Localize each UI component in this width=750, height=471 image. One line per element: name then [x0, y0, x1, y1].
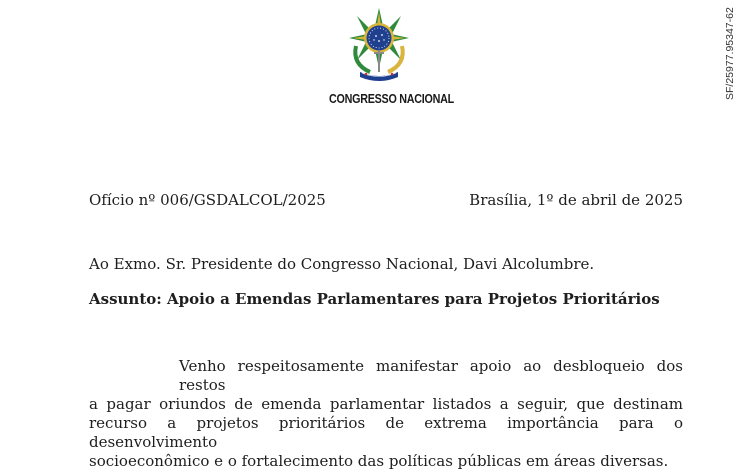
body-line: Venho respeitosamente manifestar apoio ao desbloqueio dos restos [179, 357, 683, 394]
letter-body [89, 357, 683, 471]
side-code-stamp [724, 0, 744, 100]
office-number: Ofício nº 006/GSDALCOL/2025 [89, 191, 326, 209]
body-line: a pagar oriundos de emenda parlamentar listados a seguir, que destinam [89, 395, 683, 413]
addressee-line: Ao Exmo. Sr. Presidente do Congresso Nacional, Davi Alcolumbre. [89, 255, 595, 273]
institution-name: CONGRESSO NACIONAL [329, 92, 454, 106]
body-line: recurso a projetos prioritários de extrema importância para o desenvolvimento [89, 414, 683, 451]
side-code-text: SF/25977.95347-62 [724, 7, 736, 100]
coat-of-arms-icon [346, 6, 412, 84]
place-date: Brasília, 1º de abril de 2025 [469, 191, 683, 209]
subject-line: Assunto: Apoio a Emendas Parlamentares para Projetos Prioritários [89, 290, 660, 308]
body-line: socioeconômico e o fortalecimento das políticas públicas em áreas diversas. [89, 452, 669, 470]
